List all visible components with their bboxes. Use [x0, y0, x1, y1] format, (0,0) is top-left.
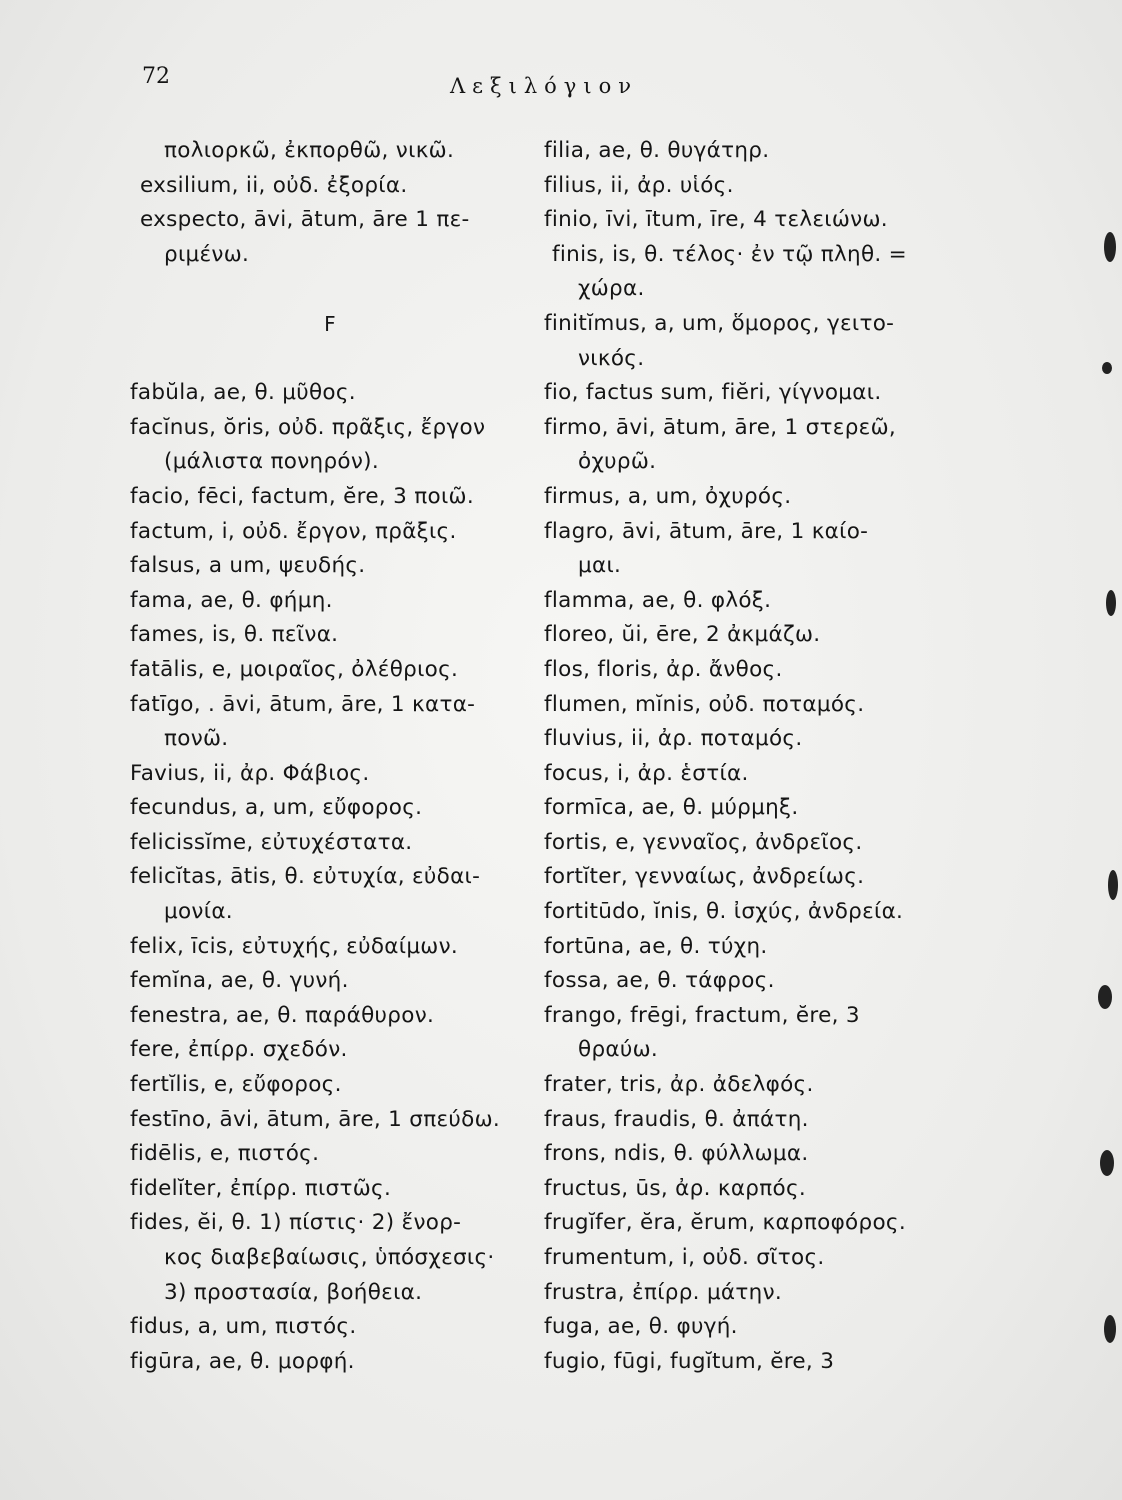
dictionary-entry-line: fortĭter, γενναίως, ἀνδρείως.	[544, 864, 865, 890]
dictionary-entry-line: frater, tris, ἀρ. ἀδελφός.	[544, 1072, 814, 1098]
dictionary-entry-line: finis, is, θ. τέλος· ἐν τῷ πληθ. =	[552, 241, 907, 267]
dictionary-entry-line: focus, i, ἀρ. ἑστία.	[544, 760, 749, 786]
dictionary-entry-line: frumentum, i, οὐδ. σῖτος.	[544, 1245, 825, 1270]
dictionary-entry-line: fossa, ae, θ. τάφρος.	[544, 968, 775, 994]
dictionary-entry-line: fides, ĕi, θ. 1) πίστις· 2) ἔνορ-	[130, 1210, 462, 1236]
dictionary-entry-line: (μάλιστα πονηρόν).	[164, 449, 379, 475]
dictionary-entry-line: πολιορκῶ, ἐκπορθῶ, νικῶ.	[164, 138, 455, 163]
blank-line	[130, 342, 530, 377]
dictionary-entry-line: femĭna, ae, θ. γυνή.	[130, 968, 349, 994]
dictionary-entry-line: fidēlis, e, πιστός.	[130, 1141, 320, 1167]
dictionary-entry-line: exspecto, āvi, ātum, āre 1 πε-	[140, 207, 470, 233]
dictionary-entry-line: floreo, ŭi, ēre, 2 ἀκμάζω.	[544, 622, 821, 648]
dictionary-entry-line: fere, ἐπίρρ. σχεδόν.	[130, 1037, 348, 1063]
dictionary-entry-line: ὀχυρῶ.	[578, 449, 657, 475]
dictionary-entry-line: fidus, a, um, πιστός.	[130, 1314, 357, 1340]
dictionary-entry-line: fuga, ae, θ. φυγή.	[544, 1314, 738, 1340]
dictionary-entry-line: ριμένω.	[164, 241, 250, 267]
dictionary-entry-line: fidelĭter, ἐπίρρ. πιστῶς.	[130, 1175, 392, 1201]
dictionary-entry-line: frango, frēgi, fractum, ĕre, 3	[544, 1002, 860, 1028]
dictionary-entry-line: finitĭmus, a, um, ὅμορος, γειτο-	[544, 310, 895, 336]
dictionary-entry-line: fugio, fūgi, fugĭtum, ĕre, 3	[544, 1348, 835, 1374]
dictionary-entry-line: facio, fēci, factum, ĕre, 3 ποιῶ.	[130, 483, 474, 509]
dictionary-entry-line: factum, i, οὐδ. ἔργον, πρᾶξις.	[130, 518, 457, 544]
dictionary-entry-line: fertĭlis, e, εὔφορος.	[130, 1072, 342, 1098]
dictionary-entry-line: fames, is, θ. πεῖνα.	[130, 622, 339, 648]
dictionary-entry-line: formīca, ae, θ. μύρμηξ.	[544, 795, 799, 821]
dictionary-entry-line: fabŭla, ae, θ. μῦθος.	[130, 380, 356, 406]
dictionary-entry-line: facĭnus, ŏris, οὐδ. πρᾶξις, ἔργον	[130, 414, 486, 440]
dictionary-entry-line: flamma, ae, θ. φλόξ.	[544, 587, 772, 613]
dictionary-entry-line: figūra, ae, θ. μορφή.	[130, 1348, 355, 1374]
section-letter: F	[324, 311, 336, 336]
dictionary-entry-line: felicissĭme, εὐτυχέστατα.	[130, 829, 413, 855]
dictionary-entry-line: 3) προστασία, βοήθεια.	[164, 1279, 423, 1305]
page-number: 72	[142, 64, 170, 89]
dictionary-entry-line: fama, ae, θ. φήμη.	[130, 587, 333, 613]
dictionary-entry-line: fortitūdo, ĭnis, θ. ἰσχύς, ἀνδρεία.	[544, 899, 904, 925]
left-column	[130, 134, 530, 1379]
dictionary-entry-line: felicĭtas, ātis, θ. εὐτυχία, εὐδαι-	[130, 864, 481, 890]
dictionary-entry-line: frons, ndis, θ. φύλλωμα.	[544, 1141, 809, 1167]
binding-hole-mark	[1104, 232, 1116, 262]
dictionary-entry-line: fortūna, ae, θ. τύχη.	[544, 933, 768, 959]
dictionary-entry-line: flumen, mĭnis, οὐδ. ποταμός.	[544, 691, 865, 717]
dictionary-entry-line: χώρα.	[578, 276, 645, 302]
dictionary-entry-line: fenestra, ae, θ. παράθυρον.	[130, 1002, 435, 1028]
dictionary-entry-line: felix, īcis, εὐτυχής, εὐδαίμων.	[130, 933, 459, 959]
dictionary-entry-line: fatālis, e, μοιραῖος, ὀλέθριος.	[130, 656, 459, 682]
dictionary-entry-line: falsus, a um, ψευδής.	[130, 553, 366, 579]
running-title: Λεξιλόγιον	[450, 74, 638, 98]
dictionary-entry-line: flos, floris, ἀρ. ἄνθος.	[544, 656, 783, 682]
dictionary-entry-line: filia, ae, θ. θυγάτηρ.	[544, 138, 770, 163]
dictionary-entry-line: Favius, ii, ἀρ. Φάβιος.	[130, 760, 370, 786]
dictionary-entry-line: firmo, āvi, ātum, āre, 1 στερεῶ,	[544, 414, 897, 440]
right-column	[544, 134, 984, 1379]
dictionary-entry-line: κος διαβεβαίωσις, ὑπόσχεσις·	[164, 1245, 495, 1270]
dictionary-entry-line: θραύω.	[578, 1037, 659, 1063]
dictionary-entry-line: fecundus, a, um, εὔφορος.	[130, 795, 423, 821]
dictionary-entry-line: exsilium, ii, οὐδ. ἐξορία.	[140, 172, 408, 198]
binding-hole-mark	[1104, 1315, 1116, 1343]
blank-line	[130, 272, 530, 307]
dictionary-entry-line: firmus, a, um, ὀχυρός.	[544, 483, 792, 509]
dictionary-entry-line: μαι.	[578, 553, 622, 579]
dictionary-entry-line: fatīgo, . āvi, ātum, āre, 1 κατα-	[130, 691, 476, 717]
dictionary-entry-line: πονῶ.	[164, 726, 229, 752]
dictionary-entry-line: fraus, fraudis, θ. ἀπάτη.	[544, 1106, 809, 1132]
binding-hole-mark	[1100, 1150, 1114, 1176]
binding-hole-mark	[1102, 362, 1112, 374]
dictionary-entry-line: μονία.	[164, 899, 233, 925]
dictionary-entry-line: frustra, ἐπίρρ. μάτην.	[544, 1279, 783, 1305]
dictionary-entry-line: flagro, āvi, ātum, āre, 1 καίο-	[544, 518, 869, 544]
dictionary-entry-line: fructus, ūs, ἀρ. καρπός.	[544, 1175, 807, 1201]
dictionary-entry-line: festīno, āvi, ātum, āre, 1 σπεύδω.	[130, 1106, 501, 1132]
dictionary-entry-line: fluvius, ii, ἀρ. ποταμός.	[544, 726, 803, 752]
dictionary-entry-line: frugĭfer, ĕra, ĕrum, καρποφόρος.	[544, 1210, 906, 1236]
binding-hole-mark	[1108, 870, 1118, 900]
dictionary-entry-line: filius, ii, ἀρ. υἱός.	[544, 172, 734, 198]
dictionary-entry-line: fortis, e, γενναῖος, ἀνδρεῖος.	[544, 829, 863, 855]
dictionary-entry-line: fio, factus sum, fiĕri, γίγνομαι.	[544, 380, 882, 406]
binding-hole-mark	[1106, 590, 1116, 616]
binding-hole-mark	[1098, 985, 1112, 1009]
dictionary-entry-line: finio, īvi, ītum, īre, 4 τελειώνω.	[544, 207, 888, 233]
dictionary-entry-line: νικός.	[578, 345, 645, 371]
